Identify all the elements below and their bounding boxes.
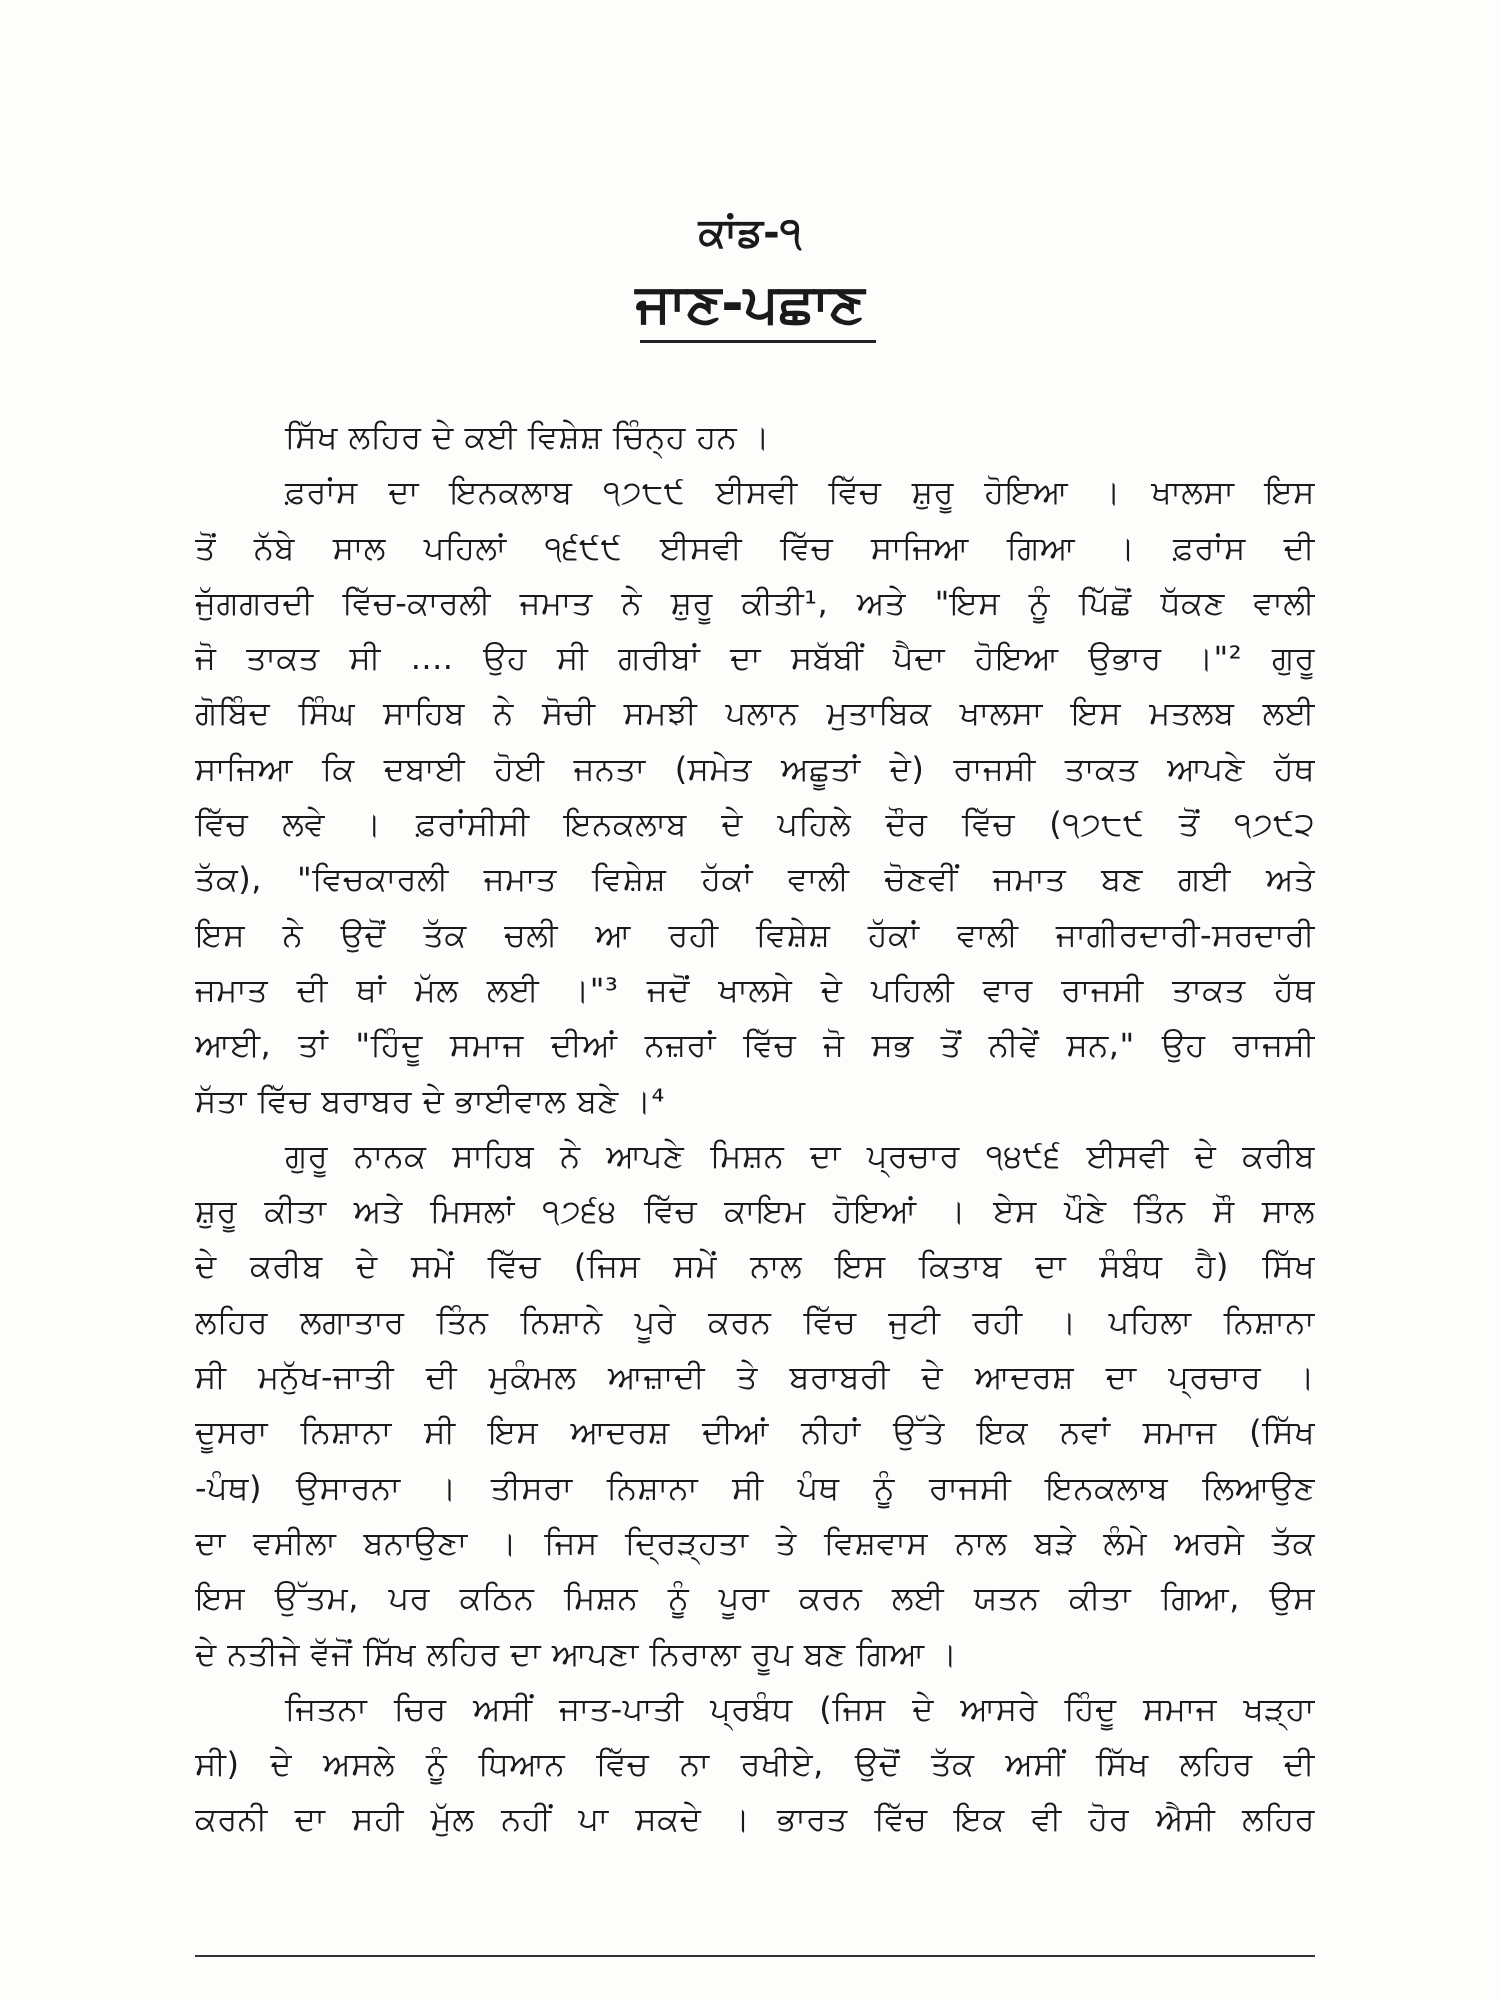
title-underline xyxy=(640,340,876,343)
text-line: ਵਿੱਚ ਲਵੇ । ਫ਼ਰਾਂਸੀਸੀ ਇਨਕਲਾਬ ਦੇ ਪਹਿਲੇ ਦੌਰ ਵਿੱਚ (੧੭੮੯ ਤੋਂ ੧੭੯੨ xyxy=(195,805,1315,844)
text-line: ਸੱਤਾ ਵਿੱਚ ਬਰਾਬਰ ਦੇ ਭਾਈਵਾਲ ਬਣੇ ।⁴ xyxy=(195,1081,665,1120)
text-line: ਇਸ ਉੱਤਮ, ਪਰ ਕਠਿਨ ਮਿਸ਼ਨ ਨੂੰ ਪੂਰਾ ਕਰਨ ਲਈ ਯਤਨ ਕੀਤਾ ਗਿਆ, ਉਸ xyxy=(195,1579,1315,1618)
text-line: ਦੇ ਕਰੀਬ ਦੇ ਸਮੇਂ ਵਿੱਚ (ਜਿਸ ਸਮੇਂ ਨਾਲ ਇਸ ਕਿਤਾਬ ਦਾ ਸੰਬੰਧ ਹੈ) ਸਿੱਖ xyxy=(195,1247,1315,1286)
text-line: ਆਈ, ਤਾਂ "ਹਿੰਦੂ ਸਮਾਜ ਦੀਆਂ ਨਜ਼ਰਾਂ ਵਿੱਚ ਜੋ ਸਭ ਤੋਂ ਨੀਵੇਂ ਸਨ," ਉਹ ਰਾਜਸੀ xyxy=(195,1026,1315,1065)
text-line: ਜੋ ਤਾਕਤ ਸੀ .... ਉਹ ਸੀ ਗਰੀਬਾਂ ਦਾ ਸਬੱਬੀਂ ਪੈਦਾ ਹੋਇਆ ਉਭਾਰ ।"² ਗੁਰੂ xyxy=(195,639,1315,678)
body-text xyxy=(195,410,1315,1848)
text-line: ਕਰਨੀ ਦਾ ਸਹੀ ਮੁੱਲ ਨਹੀਂ ਪਾ ਸਕਦੇ । ਭਾਰਤ ਵਿੱਚ ਇਕ ਵੀ ਹੋਰ ਐਸੀ ਲਹਿਰ xyxy=(195,1800,1315,1839)
chapter-title: ਜਾਣ-ਪਛਾਣ xyxy=(635,272,865,335)
text-line: ਦਾ ਵਸੀਲਾ ਬਨਾਉਣਾ । ਜਿਸ ਦ੍ਰਿੜ੍ਹਤਾ ਤੇ ਵਿਸ਼ਵਾਸ ਨਾਲ ਬੜੇ ਲੰਮੇ ਅਰਸੇ ਤੱਕ xyxy=(195,1523,1315,1562)
text-line: ਲਹਿਰ ਲਗਾਤਾਰ ਤਿੰਨ ਨਿਸ਼ਾਨੇ ਪੂਰੇ ਕਰਨ ਵਿੱਚ ਜੁਟੀ ਰਹੀ । ਪਹਿਲਾ ਨਿਸ਼ਾਨਾ xyxy=(195,1302,1315,1341)
text-line: ਗੋਬਿੰਦ ਸਿੰਘ ਸਾਹਿਬ ਨੇ ਸੋਚੀ ਸਮਝੀ ਪਲਾਨ ਮੁਤਾਬਿਕ ਖਾਲਸਾ ਇਸ ਮਤਲਬ ਲਈ xyxy=(195,694,1315,733)
text-line: ਦੂਸਰਾ ਨਿਸ਼ਾਨਾ ਸੀ ਇਸ ਆਦਰਸ਼ ਦੀਆਂ ਨੀਹਾਂ ਉੱਤੇ ਇਕ ਨਵਾਂ ਸਮਾਜ (ਸਿੱਖ xyxy=(195,1413,1315,1452)
text-line: ਸ਼ੁਰੂ ਕੀਤਾ ਅਤੇ ਮਿਸਲਾਂ ੧੭੬੪ ਵਿੱਚ ਕਾਇਮ ਹੋਇਆਂ । ਏਸ ਪੌਣੇ ਤਿੰਨ ਸੌ ਸਾਲ xyxy=(195,1192,1315,1231)
text-line: ਫ਼ਰਾਂਸ ਦਾ ਇਨਕਲਾਬ ੧੭੮੯ ਈਸਵੀ ਵਿੱਚ ਸ਼ੁਰੂ ਹੋਇਆ । ਖਾਲਸਾ ਇਸ xyxy=(285,473,1315,512)
text-line: ਸੀ ਮਨੁੱਖ-ਜਾਤੀ ਦੀ ਮੁਕੰਮਲ ਆਜ਼ਾਦੀ ਤੇ ਬਰਾਬਰੀ ਦੇ ਆਦਰਸ਼ ਦਾ ਪ੍ਰਚਾਰ । xyxy=(195,1358,1315,1397)
text-line: ਜਿਤਨਾ ਚਿਰ ਅਸੀਂ ਜਾਤ-ਪਾਤੀ ਪ੍ਰਬੰਧ (ਜਿਸ ਦੇ ਆਸਰੇ ਹਿੰਦੂ ਸਮਾਜ ਖੜ੍ਹਾ xyxy=(285,1689,1315,1728)
text-line: ਗੁਰੂ ਨਾਨਕ ਸਾਹਿਬ ਨੇ ਆਪਣੇ ਮਿਸ਼ਨ ਦਾ ਪ੍ਰਚਾਰ ੧੪੯੬ ਈਸਵੀ ਦੇ ਕਰੀਬ xyxy=(285,1136,1315,1175)
text-line: ਇਸ ਨੇ ਉਦੋਂ ਤੱਕ ਚਲੀ ਆ ਰਹੀ ਵਿਸ਼ੇਸ਼ ਹੱਕਾਂ ਵਾਲੀ ਜਾਗੀਰਦਾਰੀ-ਸਰਦਾਰੀ xyxy=(195,915,1315,954)
text-line: ਸਾਜਿਆ ਕਿ ਦਬਾਈ ਹੋਈ ਜਨਤਾ (ਸਮੇਤ ਅਛੂਤਾਂ ਦੇ) ਰਾਜਸੀ ਤਾਕਤ ਆਪਣੇ ਹੱਥ xyxy=(195,749,1315,788)
text-line: ਸੀ) ਦੇ ਅਸਲੇ ਨੂੰ ਧਿਆਨ ਵਿੱਚ ਨਾ ਰਖੀਏ, ਉਦੋਂ ਤੱਕ ਅਸੀਂ ਸਿੱਖ ਲਹਿਰ ਦੀ xyxy=(195,1745,1315,1784)
page-bottom-rule xyxy=(195,1955,1315,1957)
text-line: ਸਿੱਖ ਲਹਿਰ ਦੇ ਕਈ ਵਿਸ਼ੇਸ਼ ਚਿੰਨ੍ਹ ਹਨ । xyxy=(285,418,770,456)
text-line: ਤੋਂ ਨੱਬੇ ਸਾਲ ਪਹਿਲਾਂ ੧੬੯੯ ਈਸਵੀ ਵਿੱਚ ਸਾਜਿਆ ਗਿਆ । ਫ਼ਰਾਂਸ ਦੀ xyxy=(195,528,1315,567)
text-line: ਤੱਕ), "ਵਿਚਕਾਰਲੀ ਜਮਾਤ ਵਿਸ਼ੇਸ਼ ਹੱਕਾਂ ਵਾਲੀ ਚੋਣਵੀਂ ਜਮਾਤ ਬਣ ਗਈ ਅਤੇ xyxy=(195,860,1315,899)
text-line: -ਪੰਥ) ਉਸਾਰਨਾ । ਤੀਸਰਾ ਨਿਸ਼ਾਨਾ ਸੀ ਪੰਥ ਨੂੰ ਰਾਜਸੀ ਇਨਕਲਾਬ ਲਿਆਉਣ xyxy=(195,1468,1315,1507)
chapter-label: ਕਾਂਡ-੧ xyxy=(698,210,802,256)
text-line: ਜੁੱਗਗਰਦੀ ਵਿੱਚ-ਕਾਰਲੀ ਜਮਾਤ ਨੇ ਸ਼ੁਰੂ ਕੀਤੀ¹, ਅਤੇ "ਇਸ ਨੂੰ ਪਿੱਛੋਂ ਧੱਕਣ ਵਾਲੀ xyxy=(195,583,1315,622)
text-line: ਜਮਾਤ ਦੀ ਥਾਂ ਮੱਲ ਲਈ ।"³ ਜਦੋਂ ਖਾਲਸੇ ਦੇ ਪਹਿਲੀ ਵਾਰ ਰਾਜਸੀ ਤਾਕਤ ਹੱਥ xyxy=(195,970,1315,1009)
text-line: ਦੇ ਨਤੀਜੇ ਵੱਜੋਂ ਸਿੱਖ ਲਹਿਰ ਦਾ ਆਪਣਾ ਨਿਰਾਲਾ ਰੂਪ ਬਣ ਗਿਆ । xyxy=(195,1634,958,1673)
